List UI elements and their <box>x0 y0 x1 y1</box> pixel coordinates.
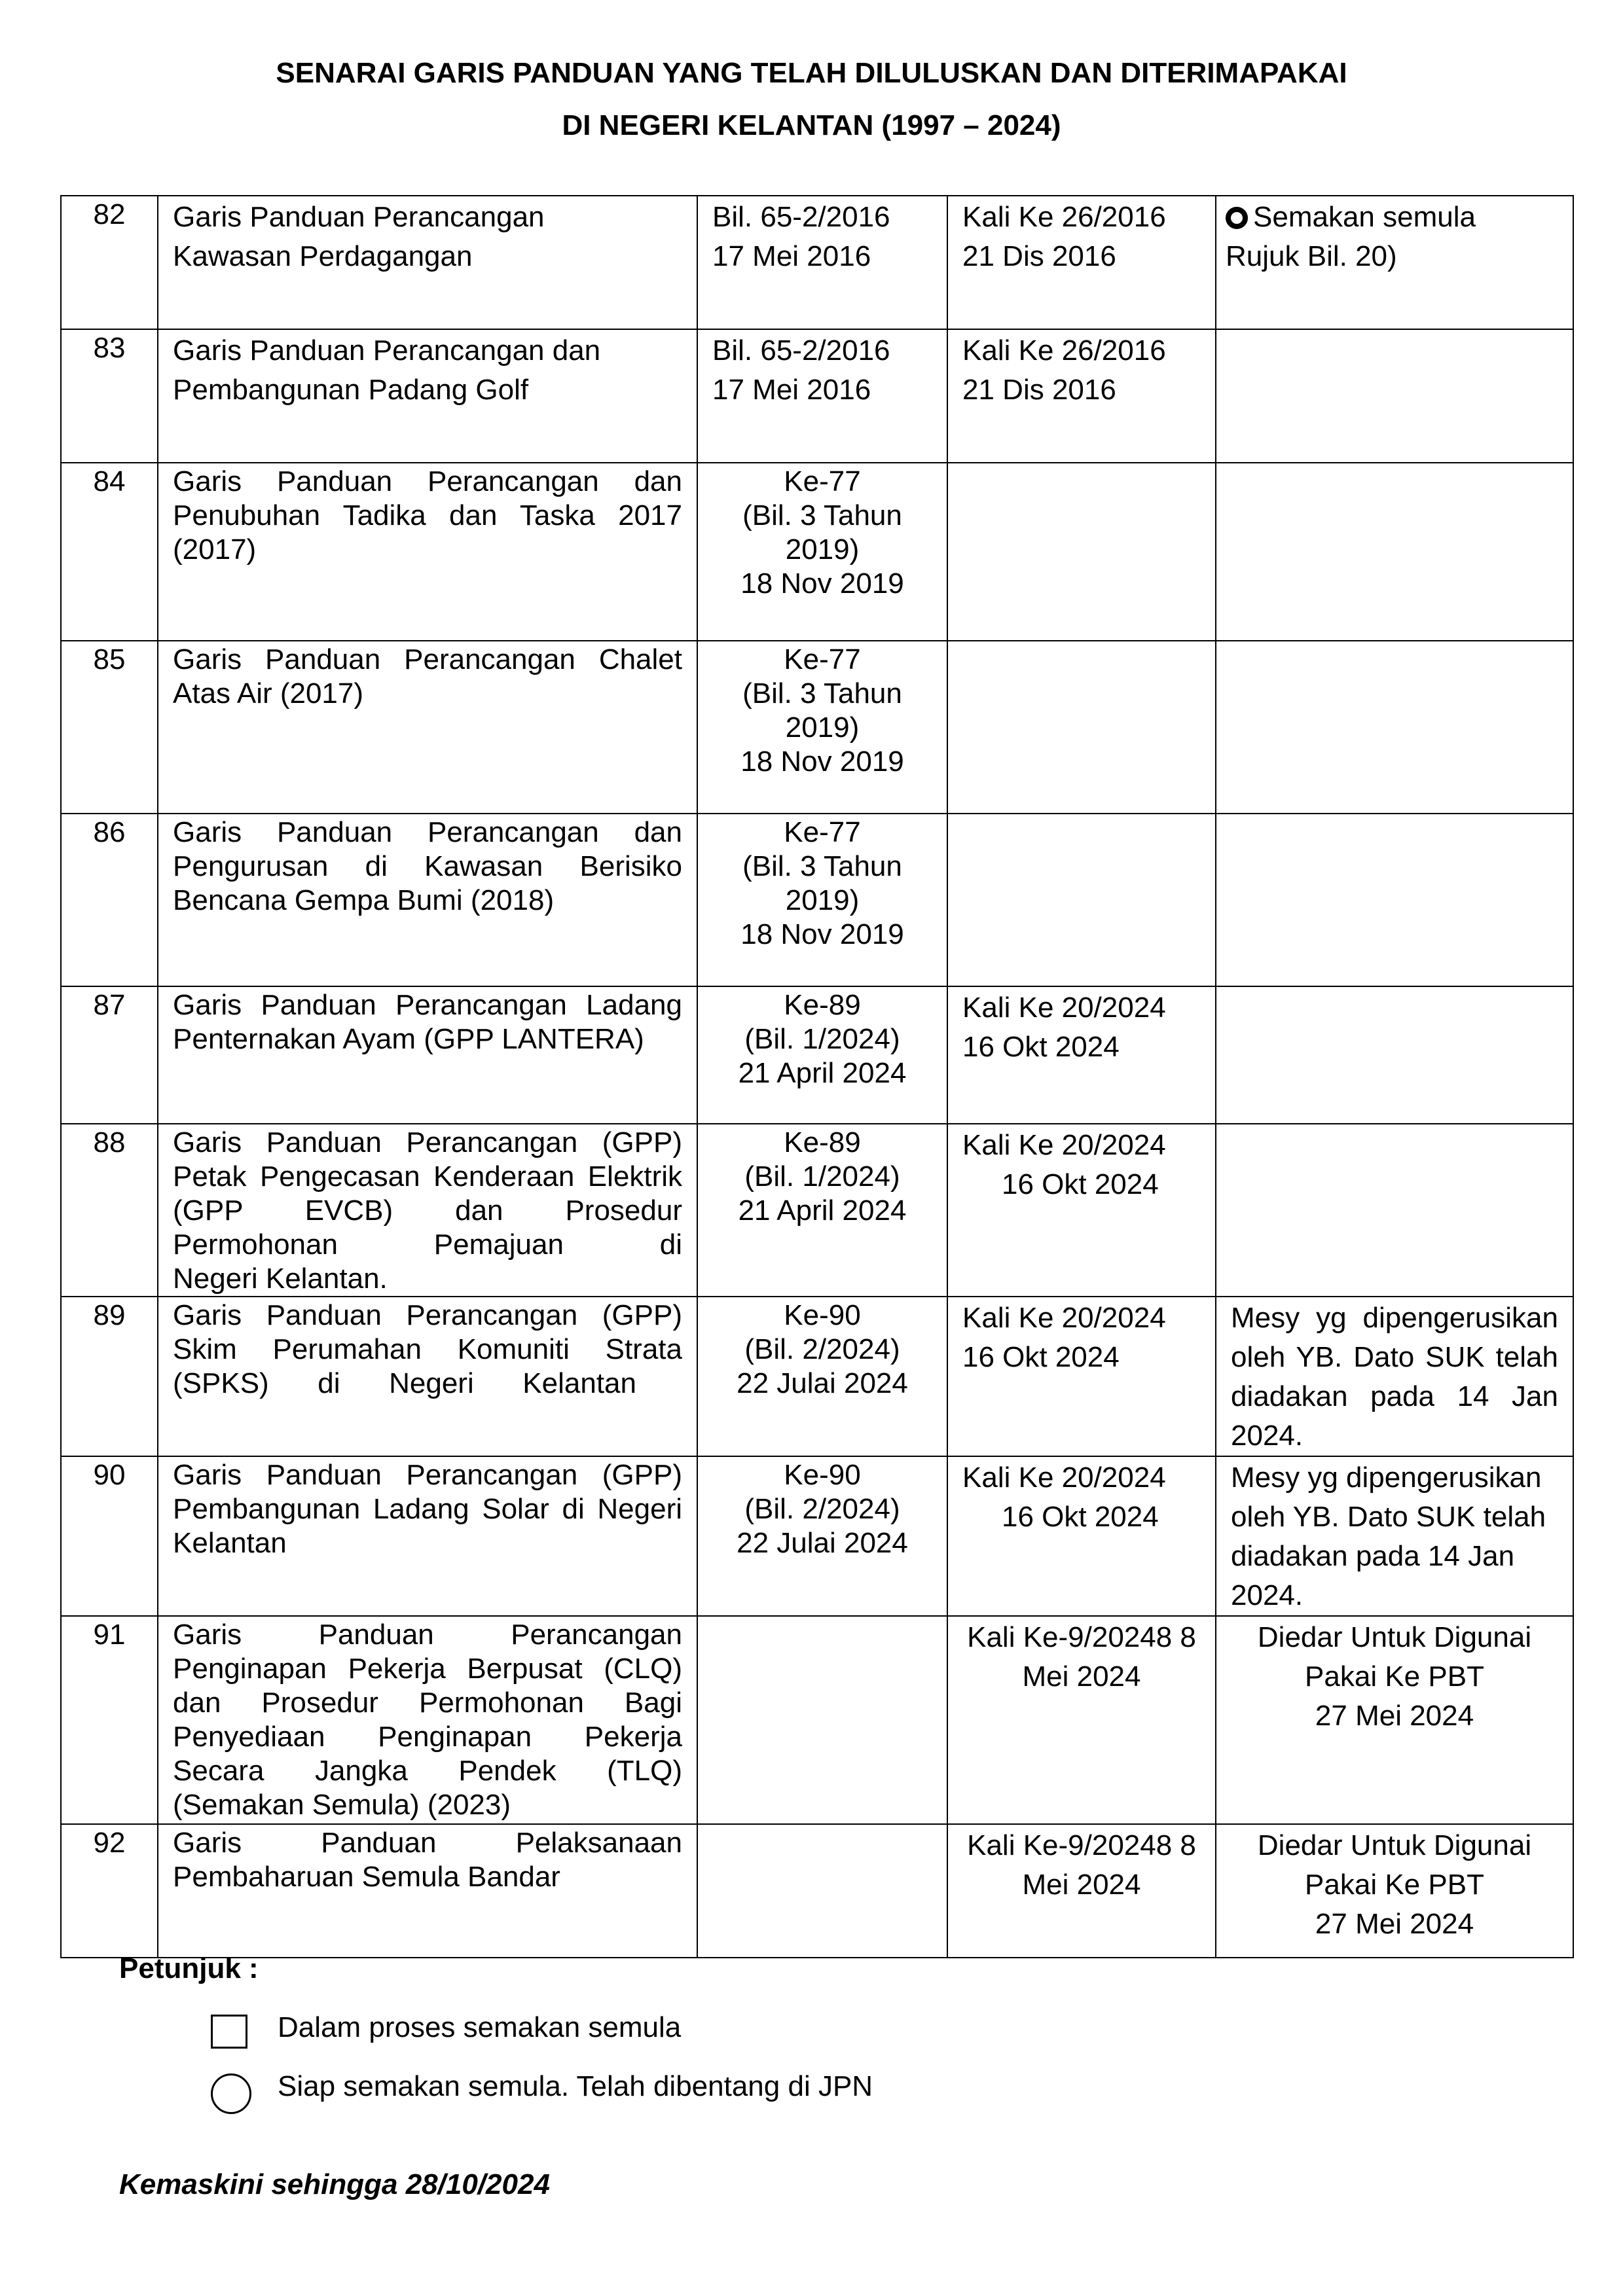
circle-icon <box>211 2073 251 2114</box>
guideline-name: Garis Panduan Perancangan dan Pengurusan di Kawasan Berisiko Bencana Gempa Bumi (2018) <box>158 814 697 986</box>
table-row <box>61 463 1573 641</box>
approval-ref: Kali Ke 20/2024 16 Okt 2024 <box>947 1456 1216 1616</box>
row-number: 91 <box>61 1616 158 1824</box>
remarks: Semakan semula Rujuk Bil. 20) <box>1216 196 1573 329</box>
row-number: 84 <box>61 463 158 641</box>
review-complete-circle-icon <box>1226 207 1248 229</box>
approval-ref: Kali Ke-9/20248 8 Mei 2024 <box>947 1616 1216 1824</box>
remarks <box>1216 814 1573 986</box>
row-number: 87 <box>61 986 158 1124</box>
guideline-name: Garis Panduan Perancangan (GPP) Pembangunan Ladang Solar di Negeri Kelantan <box>158 1456 697 1616</box>
remarks: Mesy yg dipengerusikan oleh YB. Dato SUK telah diadakan pada 14 Jan 2024. <box>1216 1297 1573 1456</box>
row-number: 92 <box>61 1824 158 1958</box>
row-number: 90 <box>61 1456 158 1616</box>
meeting-ref <box>697 1824 947 1958</box>
approval-ref: Kali Ke 26/2016 21 Dis 2016 <box>947 329 1216 463</box>
approval-ref: Kali Ke-9/20248 8 Mei 2024 <box>947 1824 1216 1958</box>
table-row <box>61 814 1573 986</box>
guideline-name: Garis Panduan Perancangan dan Pembangunan Padang Golf <box>158 329 697 463</box>
approval-ref: Kali Ke 20/2024 16 Okt 2024 <box>947 1124 1216 1297</box>
remarks <box>1216 641 1573 814</box>
meeting-ref: Ke-89 (Bil. 1/2024) 21 April 2024 <box>697 986 947 1124</box>
remarks: Diedar Untuk Digunai Pakai Ke PBT 27 Mei 2024 <box>1216 1824 1573 1958</box>
remarks <box>1216 463 1573 641</box>
remarks: Diedar Untuk Digunai Pakai Ke PBT 27 Mei 2024 <box>1216 1616 1573 1824</box>
guidelines-table <box>60 195 1574 1958</box>
row-number: 85 <box>61 641 158 814</box>
meeting-ref: Ke-90 (Bil. 2/2024) 22 Julai 2024 <box>697 1456 947 1616</box>
guideline-name: Garis Panduan Perancangan dan Penubuhan Tadika dan Taska 2017 (2017) <box>158 463 697 641</box>
row-number: 83 <box>61 329 158 463</box>
meeting-ref: Ke-77 (Bil. 3 Tahun 2019) 18 Nov 2019 <box>697 463 947 641</box>
table-row <box>61 1297 1573 1456</box>
approval-ref <box>947 814 1216 986</box>
table-row <box>61 986 1573 1124</box>
remarks <box>1216 986 1573 1124</box>
meeting-ref: Ke-89 (Bil. 1/2024) 21 April 2024 <box>697 1124 947 1297</box>
table-row <box>61 1456 1573 1616</box>
row-number: 86 <box>61 814 158 986</box>
row-number: 89 <box>61 1297 158 1456</box>
square-icon <box>211 2015 247 2049</box>
approval-ref: Kali Ke 20/2024 16 Okt 2024 <box>947 1297 1216 1456</box>
table-row <box>61 1616 1573 1824</box>
document-title-line-1: SENARAI GARIS PANDUAN YANG TELAH DILULUSKAN DAN DITERIMAPAKAI <box>276 57 1347 89</box>
remarks <box>1216 1124 1573 1297</box>
meeting-ref: Ke-77 (Bil. 3 Tahun 2019) 18 Nov 2019 <box>697 641 947 814</box>
legend-label: Siap semakan semula. Telah dibentang di JPN <box>278 2070 873 2102</box>
meeting-ref: Ke-77 (Bil. 3 Tahun 2019) 18 Nov 2019 <box>697 814 947 986</box>
meeting-ref: Bil. 65-2/2016 17 Mei 2016 <box>697 329 947 463</box>
guideline-name: Garis Panduan Perancangan Ladang Penternakan Ayam (GPP LANTERA) <box>158 986 697 1124</box>
table-row <box>61 1124 1573 1297</box>
guideline-name: Garis Panduan Perancangan Penginapan Pekerja Berpusat (CLQ) dan Prosedur Permohonan Bagi Penyediaan Penginapan Pekerja Secara Jangka Pendek (TLQ) (Semakan Semula) (2023) <box>158 1616 697 1824</box>
table-row <box>61 1824 1573 1958</box>
remarks <box>1216 329 1573 463</box>
meeting-ref: Ke-90 (Bil. 2/2024) 22 Julai 2024 <box>697 1297 947 1456</box>
legend-title: Petunjuk : <box>119 1952 259 1984</box>
approval-ref: Kali Ke 20/2024 16 Okt 2024 <box>947 986 1216 1124</box>
guideline-name: Garis Panduan Perancangan (GPP) Skim Perumahan Komuniti Strata (SPKS) di Negeri Kelantan <box>158 1297 697 1456</box>
meeting-ref: Bil. 65-2/2016 17 Mei 2016 <box>697 196 947 329</box>
guideline-name: Garis Panduan Pelaksanaan Pembaharuan Semula Bandar <box>158 1824 697 1958</box>
table-row <box>61 329 1573 463</box>
table-row <box>61 196 1573 329</box>
row-number: 82 <box>61 196 158 329</box>
remarks: Mesy yg dipengerusikan oleh YB. Dato SUK telah diadakan pada 14 Jan 2024. <box>1216 1456 1573 1616</box>
update-note: Kemaskini sehingga 28/10/2024 <box>119 2168 550 2200</box>
guideline-name: Garis Panduan Perancangan (GPP) Petak Pengecasan Kenderaan Elektrik (GPP EVCB) dan Prosedur Permohonan Pemajuan di Negeri Kelantan. <box>158 1124 697 1297</box>
approval-ref: Kali Ke 26/2016 21 Dis 2016 <box>947 196 1216 329</box>
document-title-line-2: DI NEGERI KELANTAN (1997 – 2024) <box>562 109 1061 141</box>
row-number: 88 <box>61 1124 158 1297</box>
guideline-name: Garis Panduan Perancangan Chalet Atas Air (2017) <box>158 641 697 814</box>
legend-label: Dalam proses semakan semula <box>278 2011 682 2043</box>
approval-ref <box>947 463 1216 641</box>
approval-ref <box>947 641 1216 814</box>
meeting-ref <box>697 1616 947 1824</box>
table-row <box>61 641 1573 814</box>
guideline-name: Garis Panduan Perancangan Kawasan Perdagangan <box>158 196 697 329</box>
